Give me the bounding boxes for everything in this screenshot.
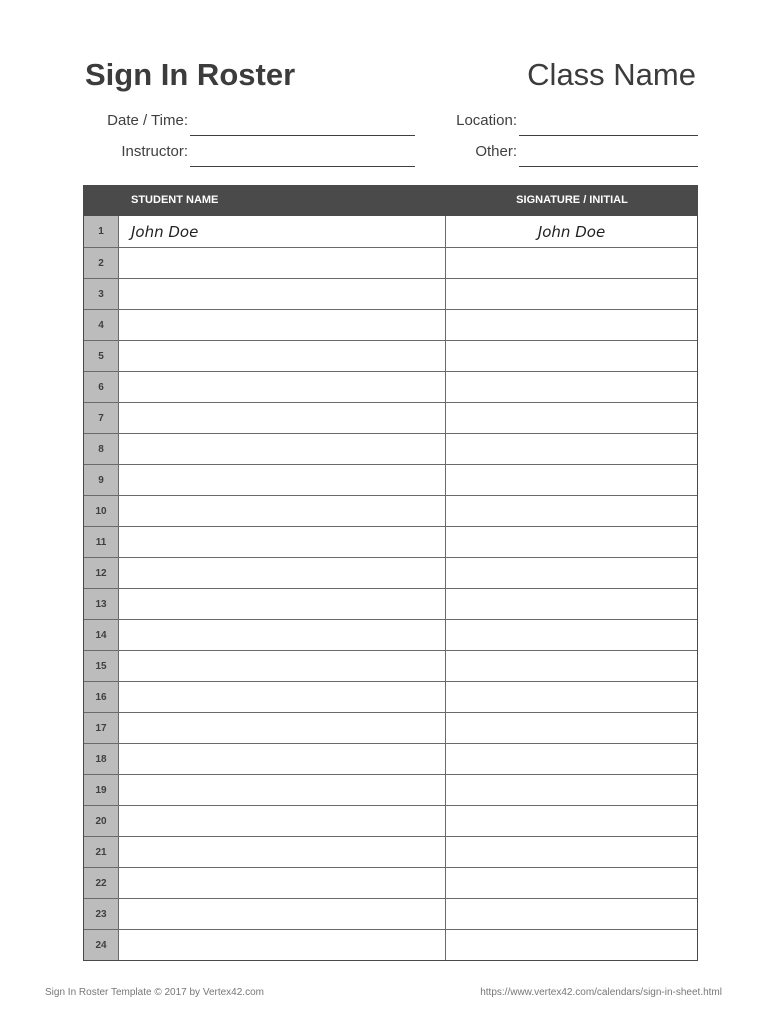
row-number: 23: [84, 899, 118, 929]
row-number: 1: [84, 216, 118, 247]
other-label: Other:: [475, 143, 517, 160]
table-row: [84, 278, 697, 309]
student-name-cell[interactable]: [118, 744, 446, 774]
table-row: [84, 836, 697, 867]
table-row: [84, 495, 697, 526]
table-row: [84, 247, 697, 278]
signature-cell[interactable]: [446, 620, 697, 650]
student-name-cell[interactable]: [118, 775, 446, 805]
row-number: 11: [84, 527, 118, 557]
location-field: [420, 110, 517, 134]
signature-cell[interactable]: [446, 279, 697, 309]
class-name: Class Name: [527, 57, 696, 92]
date-time-line[interactable]: [190, 135, 415, 136]
student-name-header: STUDENT NAME: [131, 194, 219, 206]
student-name-cell[interactable]: [118, 713, 446, 743]
table-row: [84, 898, 697, 929]
signature-cell[interactable]: [446, 868, 697, 898]
table-row: [84, 402, 697, 433]
row-number: 13: [84, 589, 118, 619]
table-row: [84, 712, 697, 743]
signature-cell[interactable]: [446, 651, 697, 681]
table-row: [84, 340, 697, 371]
table-row: [84, 805, 697, 836]
signature-cell[interactable]: [446, 775, 697, 805]
page-title: Sign In Roster: [85, 57, 296, 92]
signature-cell[interactable]: [446, 527, 697, 557]
table-row: [84, 774, 697, 805]
row-number: 21: [84, 837, 118, 867]
student-name-cell[interactable]: [118, 682, 446, 712]
signature-cell[interactable]: [446, 496, 697, 526]
table-row: [84, 650, 697, 681]
signature-cell[interactable]: [446, 682, 697, 712]
footer-url: https://www.vertex42.com/calendars/sign-in-sheet.html: [480, 987, 722, 998]
table-row: [84, 681, 697, 712]
student-name-cell[interactable]: John Doe: [118, 216, 446, 247]
signature-cell[interactable]: [446, 248, 697, 278]
row-number: 3: [84, 279, 118, 309]
signature-header: SIGNATURE / INITIAL: [516, 194, 628, 206]
row-number: 19: [84, 775, 118, 805]
table-row: [84, 743, 697, 774]
row-number: 10: [84, 496, 118, 526]
table-row: [84, 588, 697, 619]
other-field: [420, 141, 517, 165]
row-number: 6: [84, 372, 118, 402]
signature-cell[interactable]: [446, 713, 697, 743]
location-label: Location:: [456, 112, 517, 129]
student-name-cell[interactable]: [118, 620, 446, 650]
student-name-cell[interactable]: [118, 248, 446, 278]
roster-table: [83, 185, 698, 961]
signature-cell[interactable]: John Doe: [537, 222, 606, 241]
instructor-field: [80, 141, 188, 165]
instructor-label: Instructor:: [121, 143, 188, 160]
student-name-cell[interactable]: [118, 589, 446, 619]
signature-cell[interactable]: [446, 434, 697, 464]
table-row: [84, 557, 697, 588]
row-number: 20: [84, 806, 118, 836]
student-name-cell[interactable]: [118, 868, 446, 898]
student-name-cell[interactable]: [118, 341, 446, 371]
date-time-label: Date / Time:: [107, 112, 188, 129]
signature-cell[interactable]: [446, 465, 697, 495]
student-name-cell[interactable]: [118, 930, 446, 960]
location-line[interactable]: [519, 135, 698, 136]
row-number: 22: [84, 868, 118, 898]
signature-cell[interactable]: [446, 930, 697, 960]
table-row: [84, 433, 697, 464]
table-row: [84, 619, 697, 650]
signature-cell[interactable]: [446, 806, 697, 836]
row-number: 15: [84, 651, 118, 681]
table-body: [84, 216, 697, 960]
student-name-cell[interactable]: [118, 496, 446, 526]
signature-cell[interactable]: [446, 589, 697, 619]
row-number: 12: [84, 558, 118, 588]
student-name-cell[interactable]: [118, 806, 446, 836]
student-name-cell[interactable]: [118, 434, 446, 464]
row-number: 14: [84, 620, 118, 650]
signature-cell[interactable]: [446, 558, 697, 588]
row-number: 16: [84, 682, 118, 712]
table-row: [84, 464, 697, 495]
student-name-cell[interactable]: [118, 310, 446, 340]
table-row: [84, 371, 697, 402]
signature-cell[interactable]: [446, 899, 697, 929]
table-row: [84, 216, 697, 247]
signature-cell[interactable]: [446, 837, 697, 867]
footer-copyright: Sign In Roster Template © 2017 by Vertex42.com: [45, 987, 264, 998]
student-name-cell[interactable]: [118, 403, 446, 433]
row-number: 17: [84, 713, 118, 743]
signature-cell[interactable]: [446, 403, 697, 433]
signature-cell[interactable]: [446, 310, 697, 340]
student-name-cell[interactable]: [118, 651, 446, 681]
student-name-cell[interactable]: [118, 527, 446, 557]
date-time-field: [80, 110, 188, 134]
row-number: 7: [84, 403, 118, 433]
table-row: [84, 867, 697, 898]
row-number: 9: [84, 465, 118, 495]
table-row: [84, 309, 697, 340]
other-line[interactable]: [519, 166, 698, 167]
student-name-cell[interactable]: [118, 899, 446, 929]
row-number: 4: [84, 310, 118, 340]
student-name-cell[interactable]: [118, 465, 446, 495]
student-name-cell[interactable]: [118, 837, 446, 867]
student-name-cell[interactable]: [118, 372, 446, 402]
row-number: 24: [84, 930, 118, 960]
table-row: [84, 526, 697, 557]
table-header: [84, 185, 697, 216]
student-name-cell[interactable]: [118, 558, 446, 588]
table-row: [84, 929, 697, 960]
row-number: 8: [84, 434, 118, 464]
signature-cell[interactable]: [446, 372, 697, 402]
row-number: 18: [84, 744, 118, 774]
row-number: 5: [84, 341, 118, 371]
row-number: 2: [84, 248, 118, 278]
signature-cell[interactable]: [446, 341, 697, 371]
student-name-cell[interactable]: [118, 279, 446, 309]
instructor-line[interactable]: [190, 166, 415, 167]
signature-cell[interactable]: [446, 744, 697, 774]
